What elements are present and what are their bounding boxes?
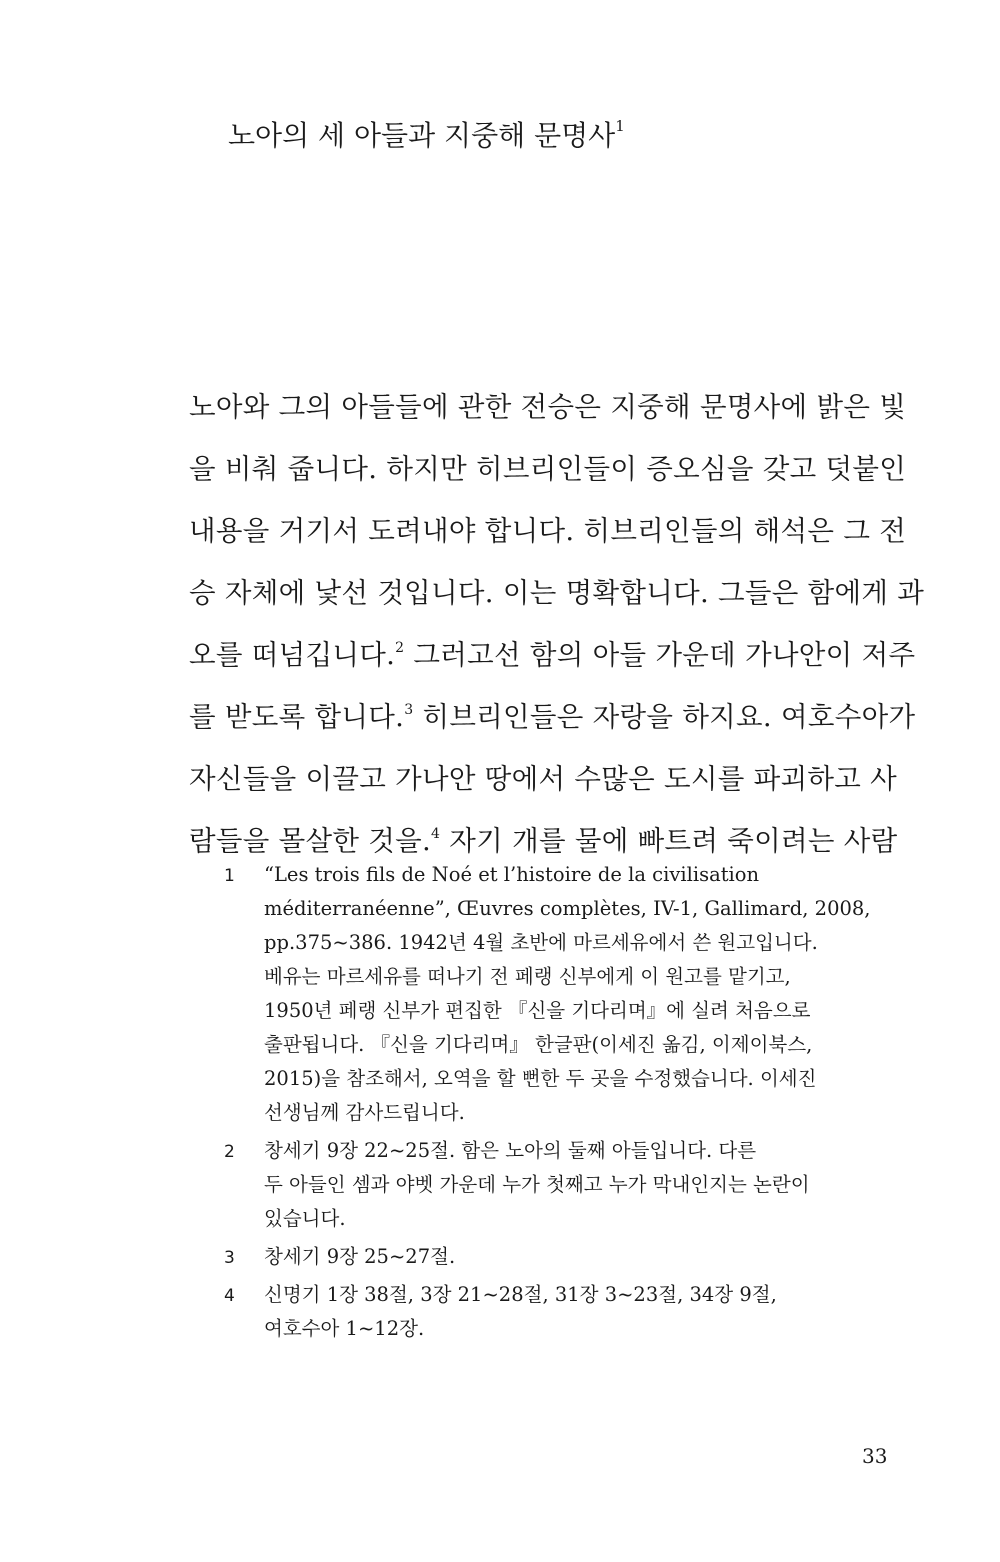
footnote-line: 3 창세기 9장 25~27절. (186, 1240, 864, 1274)
footnote-line: 2 창세기 9장 22~25절. 함은 노아의 둘째 아들입니다. 다른 (186, 1134, 864, 1168)
body-line: 노아와 그의 아들들에 관한 전승은 지중해 문명사에 밝은 빛 (189, 391, 907, 423)
footnote-ref-3: 3 (404, 702, 414, 718)
footnote-line: 두 아들인 셈과 야벳 가운데 누가 첫째고 누가 막내인지는 논란이 (264, 1173, 810, 1196)
footnote-number: 2 (224, 1142, 235, 1162)
body-line: 오를 떠넘깁니다.$^2$ 그러고선 함의 아들 가운데 가나안이 저주 (189, 639, 916, 671)
body-line: 를 받도록 합니다.$^3$ 히브리인들은 자랑을 하지요. 여호수아가 (189, 701, 916, 733)
footnote-number: 1 (224, 866, 235, 886)
body-line: 내용을 거기서 도려내야 합니다. 히브리인들의 해석은 그 전 (189, 515, 907, 547)
footnote-line: 1 “Les trois fils de Noé et l’histoire de la civilisation (186, 858, 864, 892)
chapter-title-text: 노아의 세 아들과 지중해 문명사 (228, 119, 616, 152)
footnote-line: méditerranéenne”, Œuvres complètes, IV-1, Gallimard, 2008, (264, 897, 871, 920)
body-text (189, 385, 925, 881)
footnote-line: 선생님께 감사드립니다. (264, 1101, 465, 1124)
body-line: 승 자체에 낯선 것입니다. 이는 명확합니다. 그들은 함에게 과 (189, 577, 925, 609)
footnote-number: 3 (224, 1248, 235, 1268)
footnote-ref-4: 4 (431, 826, 441, 842)
chapter-title (228, 116, 625, 156)
footnote-line: 출판됩니다. 『신을 기다리며』 한글판(이세진 옮김, 이제이북스, (264, 1033, 813, 1056)
footnote-line: 베유는 마르세유를 떠나기 전 페랭 신부에게 이 원고를 맡기고, (264, 965, 791, 988)
footnote-line: pp.375~386. 1942년 4월 초반에 마르세유에서 쓴 원고입니다. (264, 931, 818, 954)
footnote-line: 여호수아 1~12장. (264, 1317, 425, 1340)
footnote-line: 4 신명기 1장 38절, 3장 21~28절, 31장 3~23절, 34장 9절, (186, 1278, 864, 1312)
footnote-ref-2: 2 (395, 640, 405, 656)
body-line: 자신들을 이끌고 가나안 땅에서 수많은 도시를 파괴하고 사 (189, 763, 898, 795)
footnote-line: 2015)을 참조해서, 오역을 할 뻔한 두 곳을 수정했습니다. 이세진 (264, 1067, 817, 1090)
footnotes (224, 858, 871, 1346)
body-line: 을 비춰 줍니다. 하지만 히브리인들이 증오심을 갖고 덧붙인 (189, 453, 907, 485)
footnote-line: 1950년 페랭 신부가 편집한 『신을 기다리며』에 실려 처음으로 (264, 999, 811, 1022)
page-number: 33 (862, 1444, 888, 1468)
body-line: 람들을 몰살한 것을.$^4$ 자기 개를 물에 빠트려 죽이려는 사람 (189, 825, 898, 857)
footnote-line: 있습니다. (264, 1207, 346, 1230)
footnote-number: 4 (224, 1286, 235, 1306)
footnote-ref-1: 1 (615, 117, 625, 135)
